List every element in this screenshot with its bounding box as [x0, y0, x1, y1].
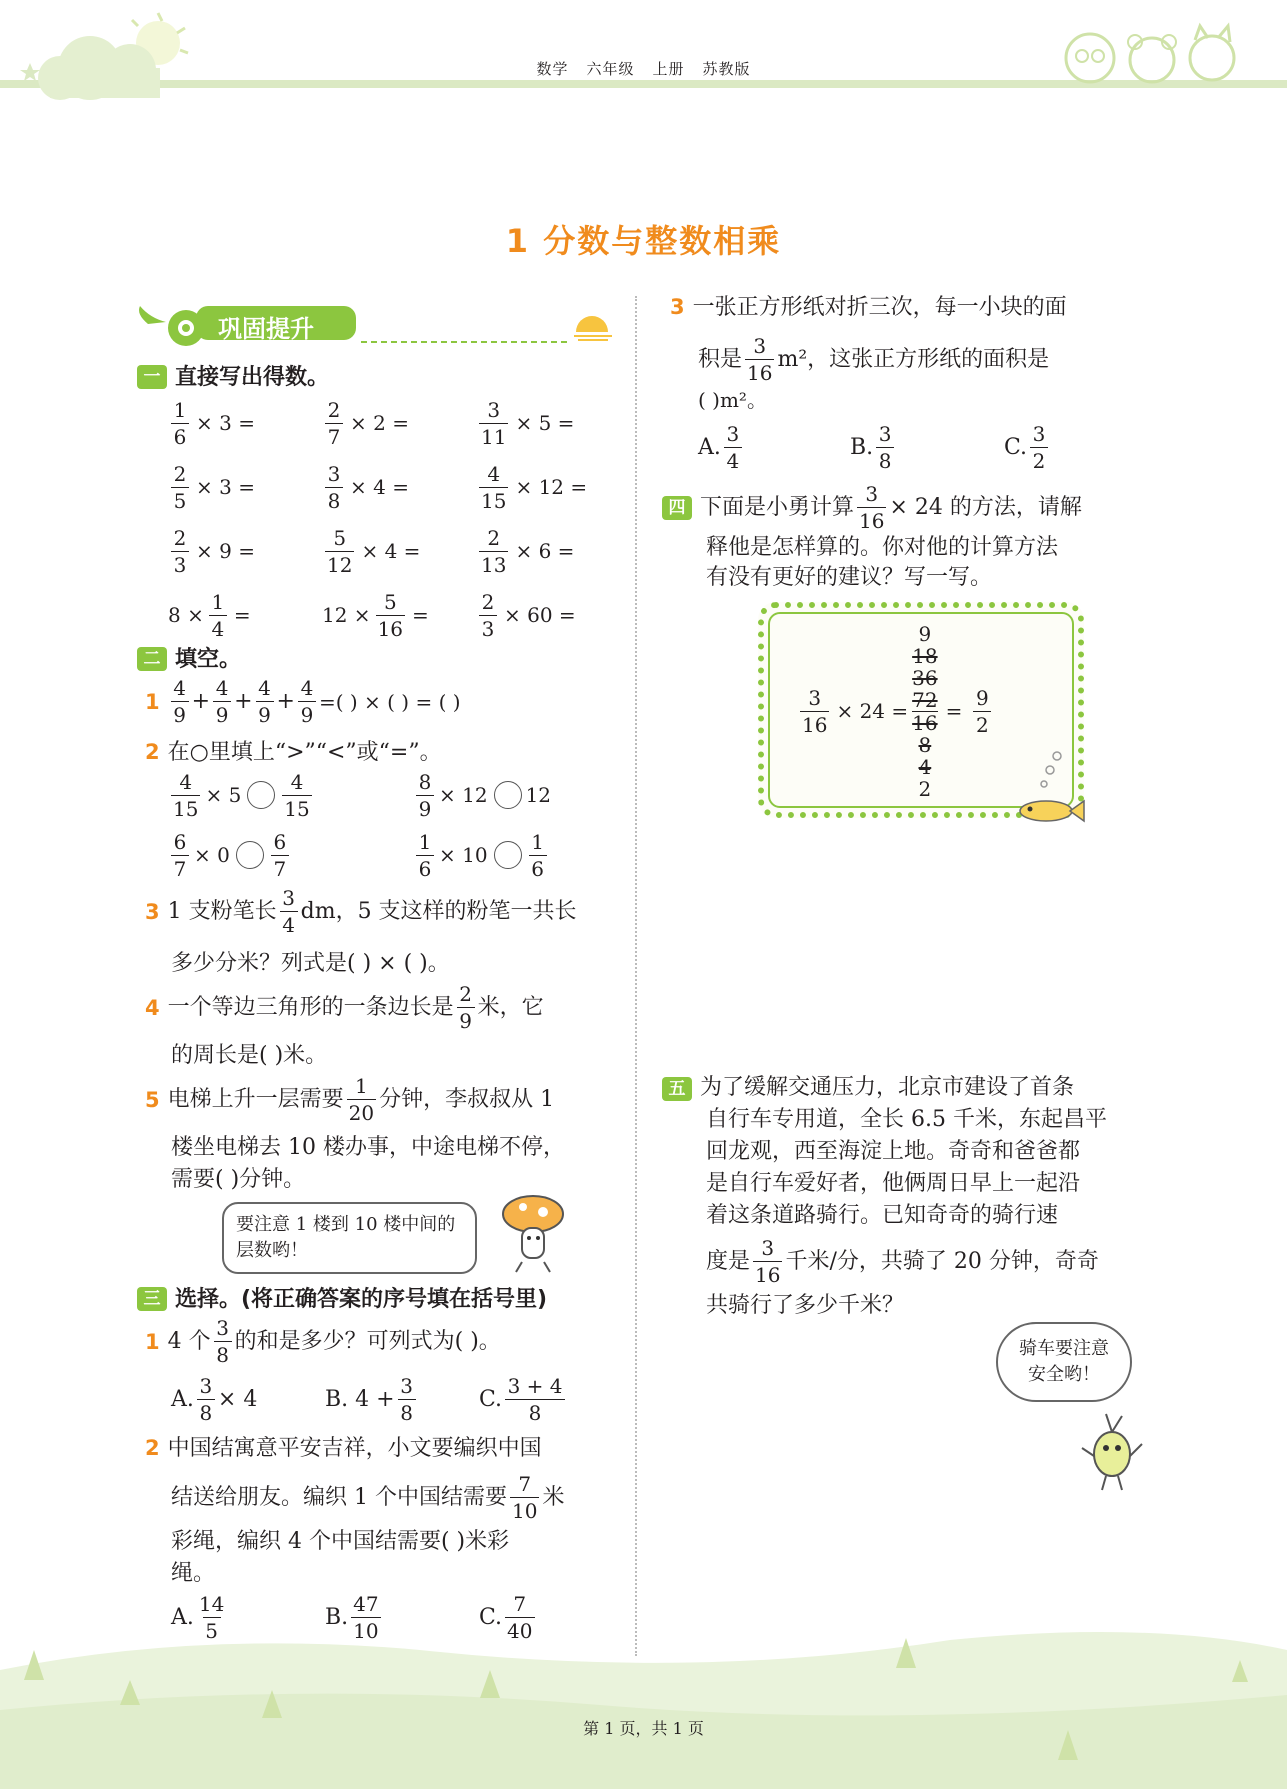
- fill-q4-line2[interactable]: 的周长是( )米。: [171, 1043, 328, 1068]
- header-item: 上册: [652, 60, 685, 78]
- mental-math-grid: [168, 393, 628, 645]
- question-text: 电梯上升一层需要: [167, 1086, 344, 1112]
- choice-q2-line2: 结送给朋友。编织 1 个中国结需要 7 10 米: [171, 1472, 565, 1523]
- question-number: 3: [670, 295, 685, 319]
- plus-sign: +: [234, 688, 253, 714]
- fill-q1: [145, 678, 461, 725]
- fraction: $\frac{4}{9}$: [256, 678, 274, 725]
- option-c[interactable]: C. 7 40: [479, 1592, 533, 1643]
- question-text: 下面是小勇计算: [700, 494, 855, 520]
- fraction: 4 9: [171, 678, 189, 725]
- section-5-line6: 度是 3 16 千米/分，共骑了 20 分钟，奇奇: [706, 1236, 1099, 1287]
- section-5-line3: 回龙观，西至海淀上地。奇奇和爸爸都: [706, 1139, 1081, 1164]
- math-item: $\frac{2}{7}$ × 2 =: [322, 393, 476, 453]
- page-title: 1 分数与整数相乘: [505, 222, 782, 260]
- choice-q1-options: [171, 1376, 568, 1423]
- question-text: × 24 的方法，请解: [889, 494, 1082, 520]
- question-text: 分钟，李叔叔从 1: [379, 1086, 555, 1112]
- section-4-line2: 释他是怎样算的。你对他的计算方法: [706, 535, 1059, 560]
- fraction: $\frac{4}{9}$: [213, 678, 231, 725]
- safety-tip-bubble: 骑车要注意安全哟！: [996, 1322, 1132, 1402]
- compare-item: $\frac{4}{15}$ × 5 4 15: [173, 769, 310, 821]
- math-item: $\frac{3}{8}$ × 4 =: [322, 457, 476, 517]
- fraction: 3 16: [747, 334, 773, 385]
- fish-icon: [1012, 748, 1088, 828]
- cloud-sun-decoration: [20, 8, 200, 103]
- compare-item: $\frac{1}{6}$ × 10 1 6: [413, 828, 628, 882]
- plus-sign: +: [276, 688, 295, 714]
- column-divider: [635, 296, 637, 1656]
- math-item: $\frac{2}{13}$ × 6 =: [481, 525, 575, 577]
- section-2-heading: [137, 642, 241, 673]
- fill-q3-line2[interactable]: 多少分米？列式是( ) × ( )。: [171, 951, 450, 976]
- section-5-line5: 着这条道路骑行。已知奇奇的骑行速: [706, 1203, 1059, 1228]
- fill-q2: [145, 736, 442, 769]
- section-title: 选择。(将正确答案的序号填在括号里): [175, 1287, 548, 1312]
- reduction-number: 2: [918, 776, 932, 801]
- header-subject-line: [0, 58, 1287, 79]
- compare-circle-input[interactable]: [494, 841, 522, 869]
- fraction: $\frac{9}{2}$: [973, 688, 991, 735]
- question-text: 一个等边三角形的一条边长是: [167, 994, 454, 1020]
- section-5-line2: 自行车专用道，全长 6.5 千米，东起昌平: [706, 1107, 1107, 1132]
- fraction: 1 20: [348, 1074, 375, 1125]
- choice-q2-line4: 绳。: [171, 1561, 216, 1586]
- question-number: 1: [145, 689, 160, 714]
- question-number: 4: [145, 995, 160, 1020]
- header-item: 数学: [536, 60, 569, 78]
- section-3-heading: [137, 1282, 547, 1313]
- question-text: 米，它: [477, 994, 544, 1020]
- option-a[interactable]: A. 14 5: [171, 1592, 225, 1643]
- section-title: 填空。: [175, 647, 242, 672]
- option-a[interactable]: A. 3 4: [698, 424, 850, 471]
- reduction-number: 9: [918, 621, 932, 646]
- reduction-stack: [912, 623, 937, 800]
- reduction-number: 72: [912, 687, 938, 712]
- choice-q1: [145, 1318, 501, 1365]
- right-q3-options: [698, 424, 1051, 471]
- landscape-footer-decoration: [0, 1610, 1287, 1789]
- section-4-line3: 有没有更好的建议？写一写。: [706, 565, 993, 590]
- multiply-text: × 24 =: [836, 699, 909, 723]
- question-text: 在○里填上“>”“<”或“=”。: [167, 740, 442, 765]
- fraction: 2 9: [457, 984, 475, 1031]
- question-number: 2: [145, 740, 160, 764]
- question-text: dm，5 支这样的粉笔一共长: [300, 898, 577, 924]
- fraction: 3 4: [280, 888, 298, 935]
- answer-blank[interactable]: 的和是多少？可列式为( )。: [234, 1328, 501, 1354]
- compare-circle-input[interactable]: [494, 781, 522, 809]
- question-text: 1 支粉笔长: [167, 898, 277, 924]
- reduction-number: 4: [918, 754, 932, 779]
- fraction: $\frac{3}{16}$: [859, 482, 885, 533]
- math-item: $\frac{3}{11}$ × 5 =: [481, 397, 575, 449]
- fraction: $\frac{4}{9}$: [298, 678, 316, 725]
- math-item: $\frac{1}{6}$ × 3 =: [168, 393, 322, 453]
- reduction-number: 18: [912, 643, 938, 668]
- question-text: 一张正方形纸对折三次，每一小块的面: [692, 295, 1067, 320]
- option-c[interactable]: C. 3 2: [1004, 424, 1051, 471]
- section-5-line4: 是自行车爱好者，他俩周日早上一起沿: [706, 1171, 1081, 1196]
- math-item: 8 × $\frac{1}{4}$ =: [168, 589, 251, 641]
- reduction-number: 8: [918, 732, 932, 757]
- question-text: 中国结寓意平安吉祥，小文要编织中国: [167, 1436, 542, 1461]
- calculation-work: [797, 616, 994, 806]
- header-item: 苏教版: [702, 60, 751, 78]
- fill-q4: [145, 984, 544, 1031]
- section-5-line1: [662, 1072, 1074, 1104]
- reduction-number: 16: [912, 710, 938, 735]
- tip-bubble: 要注意 1 楼到 10 楼中间的层数哟！: [222, 1202, 477, 1274]
- reduction-number: 36: [912, 665, 938, 690]
- fraction: 7 10: [512, 1472, 538, 1523]
- math-item: $\frac{2}{3}$ × 9 =: [168, 521, 322, 581]
- header-item: 六年级: [586, 60, 635, 78]
- fill-q5: [145, 1076, 554, 1123]
- section-1-heading: [137, 360, 329, 391]
- compare-item: $\frac{8}{9}$ × 12 12: [413, 768, 628, 822]
- section-4-question: [662, 484, 1082, 531]
- mascot-character-icon: [1078, 1408, 1148, 1494]
- question-number: 3: [145, 899, 160, 924]
- option-b[interactable]: B. 4 + $\frac{3}{8}$: [325, 1376, 479, 1423]
- right-q3-line2: 积是 3 16 m²，这张正方形纸的面积是: [698, 334, 1050, 385]
- compare-item: $\frac{6}{7}$ × 0 6 7: [168, 828, 413, 882]
- fill-q5-line2: 楼坐电梯去 10 楼办事，中途电梯不停，: [171, 1135, 565, 1160]
- choice-q2-line3[interactable]: 彩绳，编织 4 个中国结需要( )米彩: [171, 1529, 510, 1554]
- fill-q3: [145, 888, 577, 935]
- right-q3: [670, 291, 1067, 324]
- section-5-line7: 共骑行了多少千米？: [706, 1293, 905, 1318]
- section-banner-decoration: [136, 296, 616, 351]
- answer-blanks[interactable]: =( ) × ( ) = ( ): [318, 689, 461, 714]
- section-badge: 一: [137, 365, 167, 389]
- math-item: $\frac{2}{5}$ × 3 =: [168, 457, 322, 517]
- fraction: 3 8: [214, 1318, 232, 1365]
- option-b[interactable]: B. 47 10: [325, 1592, 379, 1643]
- plus-sign: +: [191, 688, 211, 714]
- mushroom-mascot-icon: [498, 1192, 568, 1277]
- page-footer: 第 1 页，共 1 页: [583, 1719, 704, 1738]
- compare-circle-input[interactable]: [247, 781, 275, 809]
- question-number: 2: [145, 1436, 160, 1460]
- question-number: 5: [145, 1087, 160, 1112]
- section-badge: 五: [662, 1077, 692, 1101]
- question-text: 为了缓解交通压力，北京市建设了首条: [700, 1075, 1075, 1100]
- fraction: $\frac{3}{16}$: [802, 685, 828, 737]
- section-banner-label: 巩固提升: [218, 315, 314, 343]
- math-item: $\frac{2}{3}$ × 60 =: [476, 585, 628, 645]
- option-b[interactable]: B. 3 8: [850, 424, 1004, 471]
- compare-grid: [168, 768, 628, 882]
- choice-q2: [145, 1432, 542, 1465]
- option-a[interactable]: A. $\frac{3}{8}$ × 4: [171, 1374, 258, 1425]
- option-c[interactable]: C. 3 + 4 8: [479, 1376, 568, 1423]
- fraction: 3 16: [755, 1236, 781, 1287]
- equals-sign: =: [945, 699, 963, 723]
- section-badge: 三: [137, 1287, 167, 1311]
- section-title: 直接写出得数。: [175, 365, 330, 390]
- question-text: 4 个: [167, 1328, 211, 1354]
- math-item: $\frac{5}{12}$ × 4 =: [327, 525, 421, 577]
- fill-q5-line3[interactable]: 需要( )分钟。: [171, 1167, 306, 1192]
- math-item: $\frac{4}{15}$ × 12 =: [481, 461, 588, 513]
- right-q3-line3[interactable]: ( )m²。: [698, 388, 767, 412]
- math-item: 12 × $\frac{5}{16}$ =: [322, 589, 429, 641]
- compare-circle-input[interactable]: [236, 841, 264, 869]
- section-badge: 二: [137, 647, 167, 671]
- question-number: 1: [145, 1329, 160, 1354]
- section-badge: 四: [662, 496, 692, 520]
